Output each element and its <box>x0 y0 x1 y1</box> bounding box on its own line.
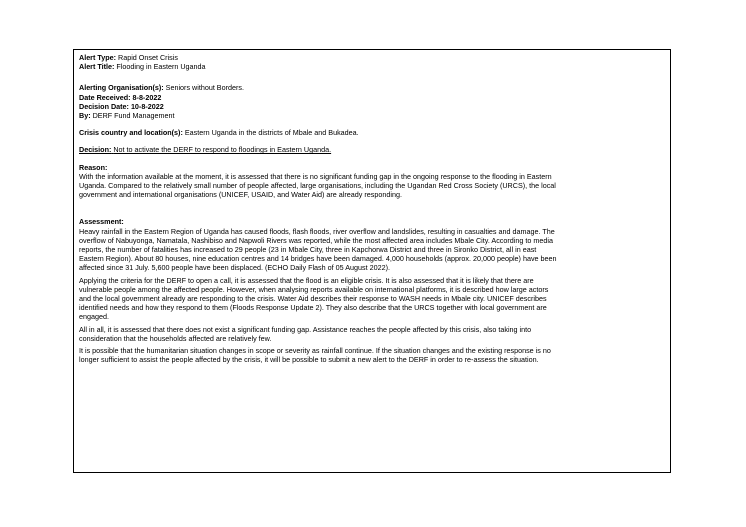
assessment-paragraph-4 <box>79 346 665 364</box>
date-received-value: 8-8-2022 <box>132 92 162 102</box>
paragraph-line: Eastern Region). About 80 houses, nine education centres and 14 bridges have been damaged. 4,000 households (approx. 20,000 people) have been <box>79 254 557 264</box>
paragraph-line: consideration that the households affected are relatively few. <box>79 333 272 343</box>
reason-line: government and international organisations (UNICEF, USAID, and Water Aid) are already responding. <box>79 190 402 200</box>
paragraph-line: and the local government already are responding to the crisis. Water Aid describes their response to WASH needs in Mbale city. UNICEF describes <box>79 294 547 304</box>
paragraph-line: Heavy rainfall in the Eastern Region of Uganda has caused floods, flash floods, river overflow and landslides, resulting in casualties and damage. The <box>79 226 555 236</box>
crisis-label: Crisis country and location(s): <box>79 128 183 138</box>
paragraph-line: identified needs and how they respond to them (Floods Response Update 2). They also describe that the URCS together with local government are <box>79 303 547 313</box>
alert-decision-document <box>73 49 671 473</box>
decision-row <box>79 145 665 154</box>
date-received-label: Date Received: <box>79 92 131 102</box>
paragraph-line: longer sufficient to assist the people affected by the crisis, it will be possible to submit a new alert to the DERF in order to re-assess the situation. <box>79 355 539 365</box>
alert-title-value: Flooding in Eastern Uganda <box>116 62 206 72</box>
paragraph-line: overflow of Nabuyonga, Namatala, Nashibiso and Napwoli Rivers was reported, while the most affected area includes Mbale City. According to media <box>79 235 553 245</box>
crisis-value: Eastern Uganda in the districts of Mbale and Bukadea. <box>184 128 359 138</box>
paragraph-line: Applying the criteria for the DERF to open a call, it is assessed that the flood is an eligible crisis. It is also assessed that it is likely that there are <box>79 275 534 285</box>
reason-heading: Reason: <box>79 162 108 172</box>
paragraph-line: reports, the number of fatalities has increased to 29 people (23 in Mbale City, three in Kapchorwa District and three in Sironko District, all in east <box>79 245 537 255</box>
alert-title-row <box>79 62 665 71</box>
assessment-heading: Assessment: <box>79 217 124 227</box>
alerting-org-value: Seniors without Borders. <box>165 83 244 93</box>
paragraph-line: vulnerable people among the affected people. However, when analysing reports available on international platforms, it is described how large actors <box>79 284 549 294</box>
by-row <box>79 111 665 120</box>
decision-date-value: 10-8-2022 <box>130 101 164 111</box>
decision-date-row <box>79 102 665 111</box>
decision-date-label: Decision Date: <box>79 101 129 111</box>
alert-type-row <box>79 53 665 62</box>
assessment-paragraph-2 <box>79 276 665 322</box>
alert-title-label: Alert Title: <box>79 62 115 72</box>
paragraph-line: engaged. <box>79 312 109 322</box>
alerting-org-label: Alerting Organisation(s): <box>79 83 164 93</box>
crisis-row <box>79 128 665 137</box>
paragraph-line: It is possible that the humanitarian situation changes in scope or severity as rainfall continue. If the situation changes and the existing response is no <box>79 346 551 356</box>
alert-type-value: Rapid Onset Crisis <box>118 53 178 62</box>
decision-value: Not to activate the DERF to respond to floodings in Eastern Uganda. <box>113 145 332 155</box>
by-label: By: <box>79 111 91 121</box>
paragraph-line: All in all, it is assessed that there does not exist a significant funding gap. Assistance reaches the people affected by this crisis, also taking into <box>79 324 532 334</box>
assessment-paragraph-3 <box>79 325 665 343</box>
reason-line: Uganda. Compared to the relatively small number of people affected, large organisations, including the Ugandan Red Cross Society (URCS), the local <box>79 181 556 191</box>
date-received-row <box>79 93 665 102</box>
paragraph-line: affected since 31 July. 5,600 people have been displaced. (ECHO Daily Flash of 05 August 2022). <box>79 263 390 273</box>
reason-line: With the information available at the moment, it is assessed that there is no significant funding gap in the ongoing response to the flooding in Eastern <box>79 171 552 181</box>
reason-paragraph <box>79 172 665 200</box>
alert-type-label: Alert Type: <box>79 53 117 62</box>
decision-label: Decision: <box>79 145 112 155</box>
assessment-paragraph-1 <box>79 227 665 273</box>
by-value: DERF Fund Management <box>92 111 175 121</box>
alerting-org-row <box>79 83 665 92</box>
